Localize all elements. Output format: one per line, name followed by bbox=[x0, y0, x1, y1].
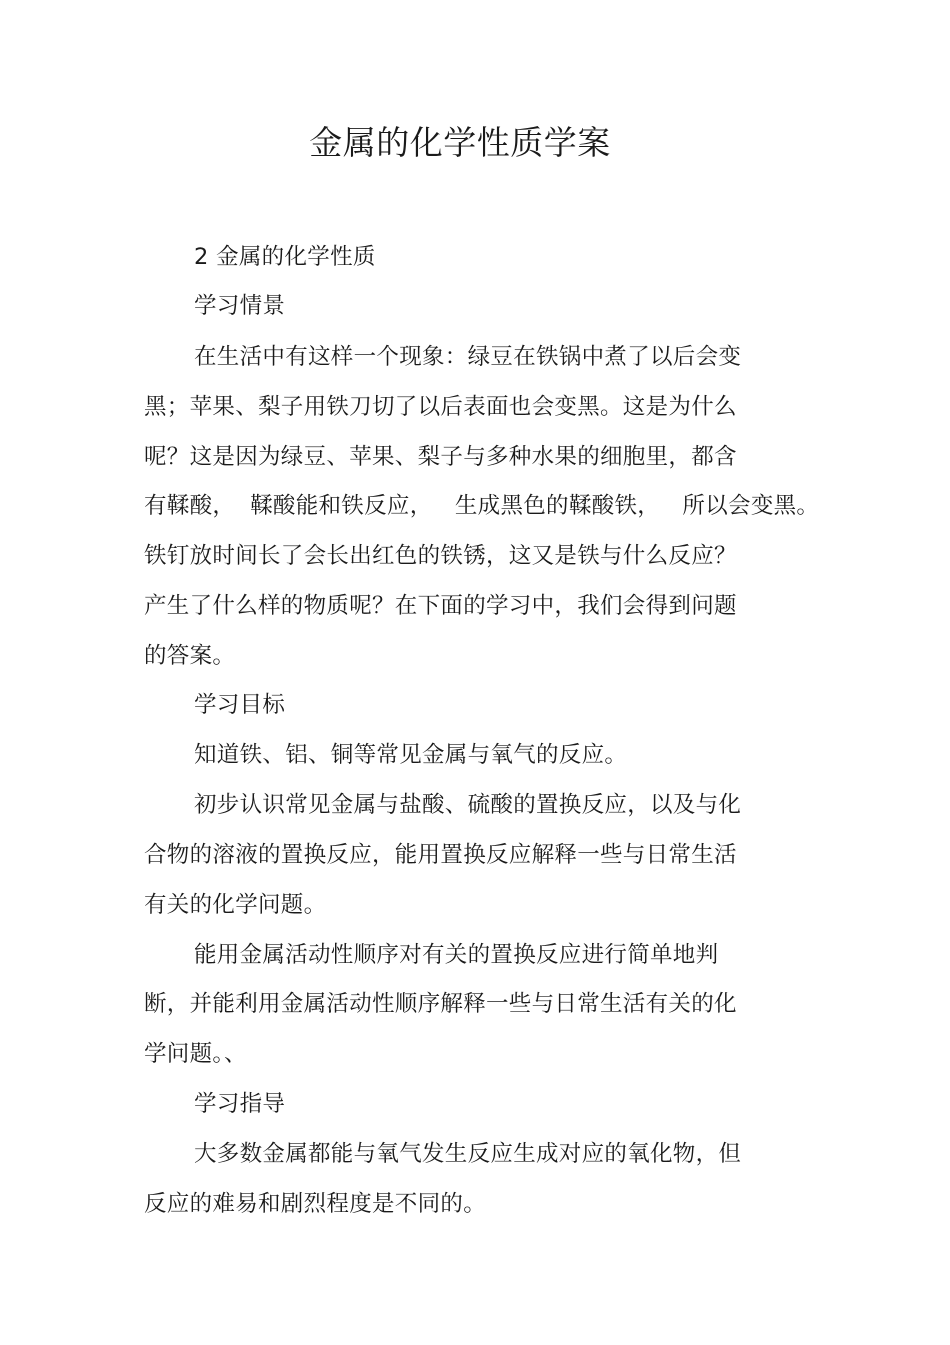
paragraph-line: 在生活中有这样一个现象：绿豆在铁锅中煮了以后会变 bbox=[194, 344, 742, 370]
paragraph-line: 呢？这是因为绿豆、苹果、梨子与多种水果的细胞里，都含 bbox=[144, 444, 737, 470]
paragraph-line: 能用金属活动性顺序对有关的置换反应进行简单地判 bbox=[194, 942, 719, 968]
paragraph-line: 黑；苹果、梨子用铁刀切了以后表面也会变黑。这是为什么 bbox=[144, 394, 737, 420]
paragraph-line: 有鞣酸， 鞣酸能和铁反应， 生成黑色的鞣酸铁， 所以会变黑。 bbox=[144, 493, 820, 519]
paragraph-line: 的答案。 bbox=[144, 643, 236, 669]
paragraph-line: 有关的化学问题。 bbox=[144, 892, 327, 918]
paragraph-line: 断，并能利用金属活动性顺序解释一些与日常生活有关的化 bbox=[144, 991, 737, 1017]
section-heading: 学习情景 bbox=[194, 293, 286, 319]
section-heading: 2 金属的化学性质 bbox=[194, 244, 376, 270]
paragraph-line: 反应的难易和剧烈程度是不同的。 bbox=[144, 1191, 487, 1217]
paragraph-line: 铁钉放时间长了会长出红色的铁锈，这又是铁与什么反应？ bbox=[144, 543, 737, 569]
document-title: 金属的化学性质学案 bbox=[309, 123, 611, 162]
paragraph-line: 产生了什么样的物质呢？在下面的学习中，我们会得到问题 bbox=[144, 593, 737, 619]
paragraph-line: 学问题。、 bbox=[144, 1041, 247, 1067]
paragraph-line: 合物的溶液的置换反应，能用置换反应解释一些与日常生活 bbox=[144, 842, 737, 868]
section-heading: 学习指导 bbox=[194, 1091, 286, 1117]
section-heading: 学习目标 bbox=[194, 692, 286, 718]
paragraph-line: 大多数金属都能与氧气发生反应生成对应的氧化物，但 bbox=[194, 1141, 742, 1167]
paragraph-line: 知道铁、铝、铜等常见金属与氧气的反应。 bbox=[194, 742, 628, 768]
paragraph-line: 初步认识常见金属与盐酸、硫酸的置换反应，以及与化 bbox=[194, 792, 742, 818]
